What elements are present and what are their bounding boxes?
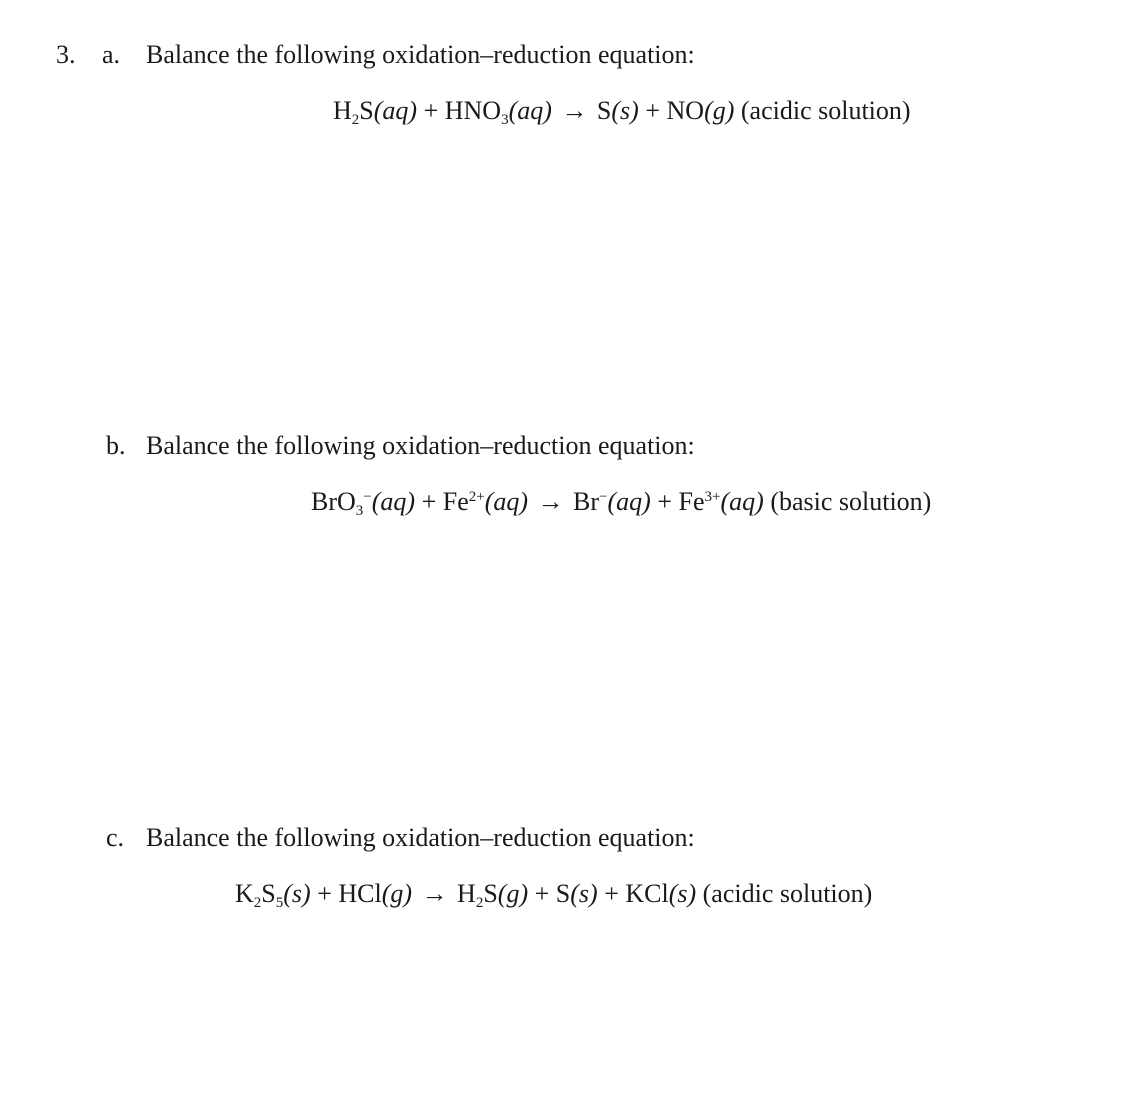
- question-number: 3.: [56, 40, 76, 69]
- eq-a-product-2: NO(g): [666, 96, 735, 125]
- reaction-arrow-icon: →: [421, 879, 448, 908]
- part-b-label: b.: [106, 431, 126, 460]
- eq-c-product-3: KCl(s): [625, 879, 697, 908]
- eq-b-product-2: $Fe^{3+}(aq)$: [678, 487, 764, 516]
- eq-a-product-1: S(s): [596, 96, 639, 125]
- eq-c-condition: (acidic solution): [702, 879, 873, 908]
- reaction-arrow-icon: →: [537, 487, 564, 516]
- eq-c-product-1: $H_2S(g)$: [457, 879, 529, 911]
- eq-a-reactant-1: $H_2S(aq)$: [333, 96, 418, 128]
- part-a-label: a.: [102, 40, 121, 69]
- eq-a-condition: (acidic solution): [740, 96, 911, 125]
- eq-b-reactant-2: $Fe^{2+}(aq)$: [442, 487, 529, 516]
- eq-a-reactant-2: $HNO_3(aq)$: [444, 96, 552, 128]
- part-a-prompt: Balance the following oxidation–reduction equation:: [146, 40, 695, 69]
- eq-c-product-2: S(s): [555, 879, 598, 908]
- part-c-label: c.: [106, 823, 125, 852]
- part-c-prompt: Balance the following oxidation–reduction equation:: [146, 823, 695, 852]
- eq-c-reactant-2: HCl(g): [338, 879, 413, 908]
- part-a-equation: $H_2S(aq) + HNO_3(aq) \to S(s) + NO(g)$ (acidic solution): [333, 96, 911, 128]
- part-b-prompt: Balance the following oxidation–reduction equation:: [146, 431, 695, 460]
- part-c-equation: $K_2S_5(s) + HCl(g) \to H_2S(g) + S(s) + KCl(s)$ (acidic solution): [235, 879, 873, 911]
- part-b-equation: $BrO_3^-(aq) + Fe^{2+}(aq) \to Br^-(aq) + Fe^{3+}(aq)$ (basic solution): [311, 487, 932, 519]
- reaction-arrow-icon: →: [561, 96, 588, 125]
- eq-c-reactant-1: $K_2S_5(s)$: [235, 879, 311, 911]
- eq-b-product-1: Br−(aq): [573, 487, 651, 516]
- eq-b-reactant-1: BrO$_3$−(aq): [311, 487, 416, 519]
- eq-b-condition: (basic solution): [770, 487, 932, 516]
